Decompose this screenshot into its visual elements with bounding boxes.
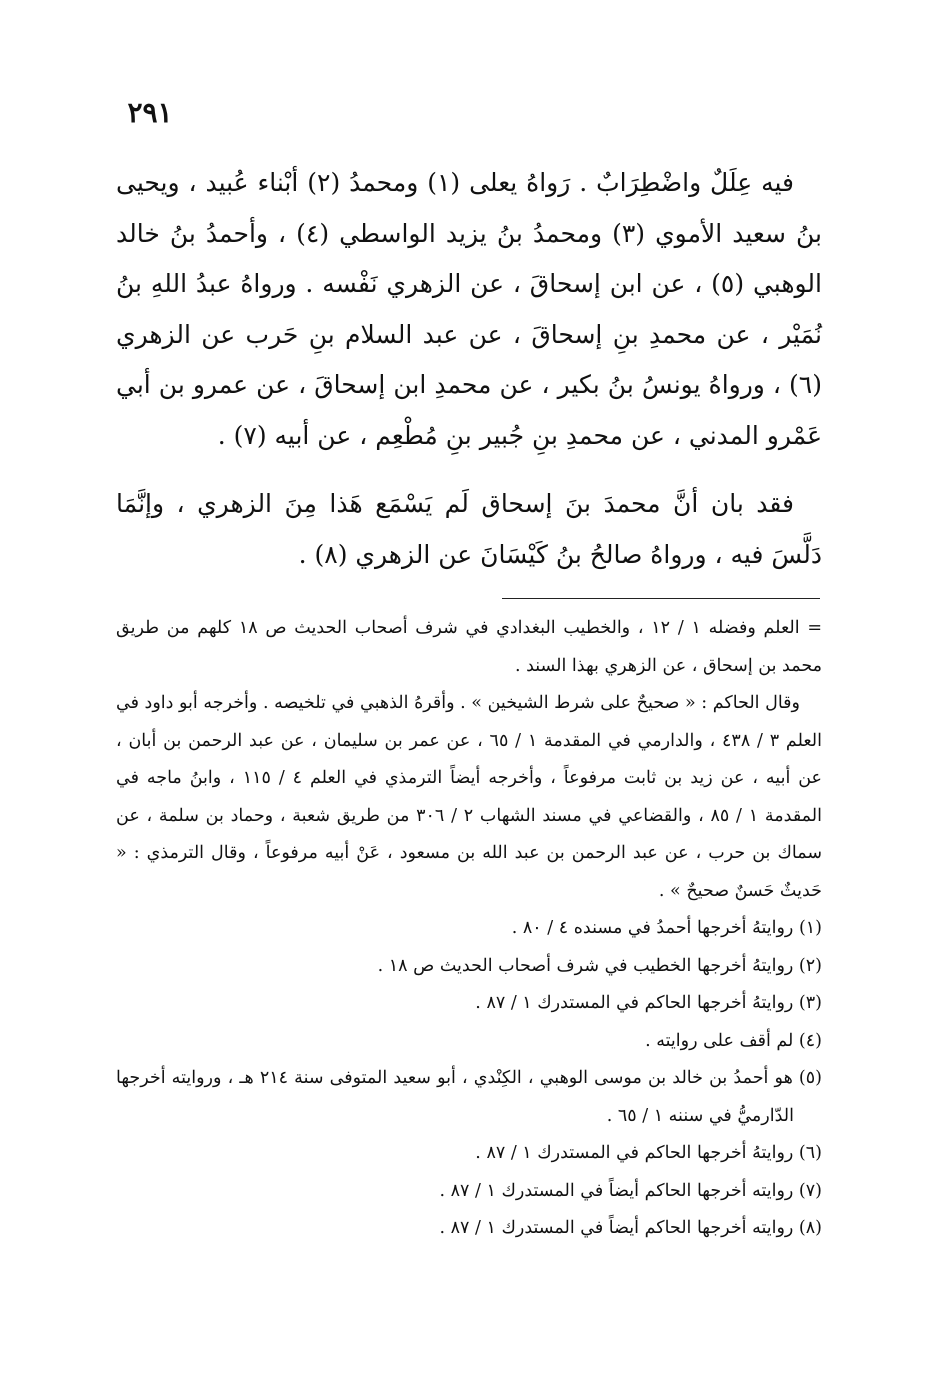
footnote-4: (٤) لم أقف على روايته . [645,1030,822,1051]
footnote-continuation-1: = العلم وفضله ١ / ١٢ ، والخطيب البغدادي في شرف أصحاب الحديث ص ١٨ كلهم من طريق محمد بن إسحاق ، عن الزهري بهذا السند . [116,618,822,676]
main-text [116,158,822,580]
main-paragraph-2: فقد بان أنَّ محمدَ بنَ إسحاق لَم يَسْمَع هَذا مِنَ الزهري ، وإنَّمَا دَلَّسَ فيه ، ورواهُ صالحُ بنُ كَيْسَانَ عن الزهري (٨) . [116,489,822,569]
main-paragraph-1: فيه عِلَلٌ واضْطِرَابٌ . رَواهُ يعلى (١) ومحمدُ (٢) أبْناء عُبيد ، ويحيى بنُ سعيد الأموي (٣) ومحمدُ بنُ يزيد الواسطي (٤) ، وأحمدُ بنُ خالد الوهبي (٥) ، عن ابن إسحاقَ ، عن الزهري نَفْسه . ورواهُ عبدُ اللهِ بنُ نُمَيْر ، عن محمدِ بنِ إسحاقَ ، عن عبد السلام بنِ حَرب عن الزهري (٦) ، ورواهُ يونسُ بنُ بكير ، عن محمدِ ابن إسحاقَ ، عن عمرو بن أبي عَمْرو المدني ، عن محمدِ بنِ جُبير بنِ مُطْعِم ، عن أبيه (٧) . [116,168,822,450]
footnote-6: (٦) روايتهُ أخرجها الحاكم في المستدرك ١ / ٨٧ . [475,1143,822,1163]
footnotes [116,610,822,1248]
footnote-1: (١) روايتهُ أخرجها أحمدُ في مسنده ٤ / ٨٠ . [511,918,822,938]
footnote-5: (٥) هو أحمدُ بن خالد بن موسى الوهبي ، الكِنْدي ، أبو سعيد المتوفى سنة ٢١٤ هـ ، وروايته أخرجها الدّارميُّ في سننه ١ / ٦٥ . [116,1068,822,1126]
footnote-8: (٨) روايته أخرجها الحاكم أيضاً في المستدرك ١ / ٨٧ . [439,1218,822,1238]
page-number: ٢٩١ [127,96,173,129]
footnote-separator [502,598,820,599]
footnote-continuation-2: وقال الحاكم : « صحيحٌ على شرط الشيخين » . وأقرهُ الذهبي في تلخيصه . وأخرجه أبو داود في العلم ٣ / ٤٣٨ ، والدارمي في المقدمة ١ / ٦٥ ، عن عمر بن سليمان ، عن عبد الرحمن بن أبان ، عن أبيه ، عن زيد بن ثابت مرفوعاً ، وأخرجه أيضاً الترمذي في العلم ٤ / ١١٥ ، وابنُ ماجه في المقدمة ١ / ٨٥ ، والقضاعي في مسند الشهاب ٢ / ٣٠٦ من طريق شعبة ، وحماد بن سلمة ، عن سماك بن حرب ، عن عبد الرحمن بن عبد الله بن مسعود ، عَنْ أبيه مرفوعاً ، وقال الترمذي : « حَديثٌ حَسنٌ صحيحٌ » . [116,693,822,901]
footnote-2: (٢) روايتهُ أخرجها الخطيب في شرف أصحاب الحديث ص ١٨ . [377,955,822,976]
footnote-3: (٣) روايتهُ أخرجها الحاكم في المستدرك ١ / ٨٧ . [475,993,822,1013]
footnote-7: (٧) روايته أخرجها الحاكم أيضاً في المستدرك ١ / ٨٧ . [439,1180,822,1201]
